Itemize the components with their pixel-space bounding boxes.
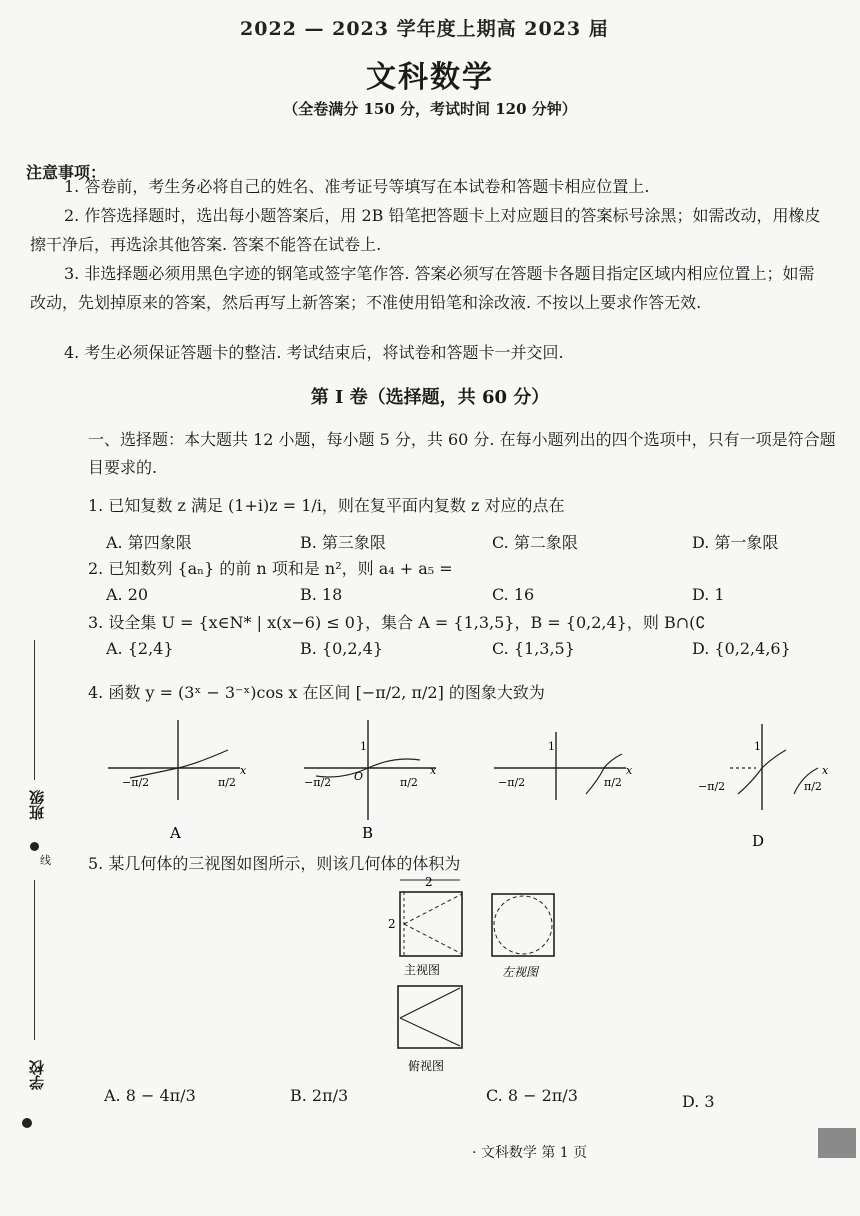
tick-pos-label: π/2	[218, 776, 236, 789]
q5-option-b: B. 2π/3	[290, 1086, 349, 1105]
tick-pos-label: π/2	[804, 780, 822, 793]
exam-year-line: 2022 — 2023 学年度上期高 2023 届	[240, 18, 609, 40]
graph-label: B	[362, 824, 374, 840]
tick-neg-label: −π/2	[498, 776, 526, 789]
note-item: 2. 作答选择题时，选出每小题答案后，用 2B 铅笔把答题卡上对应题目的答案标号涂黑；如需改动，用橡皮擦干净后，再选涂其他答案. 答案不能答在试卷上.	[30, 206, 821, 254]
note-item: 3. 非选择题必须用黑色字迹的钢笔或签字笔作答. 答案必须写在答题卡各题目指定区域内相应位置上；如需改动，先划掉原来的答案，然后再写上新答案；不准使用铅笔和涂改液. 不按以上要求作答无效.	[30, 264, 815, 312]
notes-heading: 注意事项：	[26, 163, 107, 182]
graph-label: A	[170, 824, 181, 840]
question-1-stem: 1. 已知复数 z 满足 (1+i)z = 1/i，则在复平面内复数 z 对应的点在	[88, 496, 565, 515]
binding-hole	[30, 842, 39, 851]
q3-option-b: B. {0,2,4}	[300, 639, 383, 658]
note-item: 4. 考生必须保证答题卡的整洁. 考试结束后，将试卷和答题卡一并交回.	[64, 343, 564, 362]
q1-option-c: C. 第二象限	[492, 533, 578, 552]
x-axis-label: x	[626, 764, 633, 777]
note-item: 1. 答卷前，考生务必将自己的姓名、准考证号等填写在本试卷和答题卡相应位置上.	[64, 177, 650, 196]
q1-option-b: B. 第三象限	[300, 533, 386, 552]
question-4-stem: 4. 函数 y = (3ˣ − 3⁻ˣ)cos x 在区间 [−π/2, π/2] 的图象大致为	[88, 683, 545, 702]
dim-label: 2	[388, 917, 396, 931]
q5-option-d: D. 3	[682, 1092, 715, 1111]
q2-option-c: C. 16	[492, 585, 535, 604]
graph-label: D	[752, 832, 765, 850]
one-label: 1	[754, 740, 761, 753]
section-title: 第 Ⅰ 卷（选择题，共 60 分）	[310, 387, 550, 408]
tick-neg-label: −π/2	[122, 776, 150, 789]
exam-title: 文科数学	[366, 60, 494, 95]
q1-option-d: D. 第一象限	[692, 533, 779, 552]
section-instruction: 一、选择题：本大题共 12 小题，每小题 5 分，共 60 分. 在每小题列出的四个选项中，只有一项是符合题目要求的.	[88, 430, 836, 477]
line-label: 线	[40, 854, 51, 867]
question-5-stem: 5. 某几何体的三视图如图所示，则该几何体的体积为	[88, 854, 461, 873]
q3-option-c: C. {1,3,5}	[492, 639, 575, 658]
q5-option-a: A. 8 − 4π/3	[104, 1086, 196, 1105]
graph-d	[690, 710, 840, 850]
q2-option-b: B. 18	[300, 585, 343, 604]
page-footer: · 文科数学 第 1 页	[472, 1145, 588, 1161]
left-view-label: 左视图	[502, 965, 539, 979]
x-axis-label: x	[430, 764, 437, 777]
q1-option-a: A. 第四象限	[106, 533, 192, 552]
exam-subtitle: （全卷满分 150 分，考试时间 120 分钟）	[283, 100, 577, 118]
tick-neg-label: −π/2	[304, 776, 332, 789]
q2-option-a: A. 20	[106, 585, 149, 604]
school-label: 学校	[28, 1060, 46, 1090]
one-label: 1	[548, 740, 555, 753]
scan-corner-mark	[818, 1128, 856, 1158]
binding-hole	[22, 1118, 32, 1128]
one-label: 1	[360, 740, 367, 753]
q3-option-a: A. {2,4}	[106, 639, 174, 658]
sidebar-rule	[34, 880, 35, 1040]
tick-pos-label: π/2	[400, 776, 418, 789]
x-axis-label: x	[822, 764, 829, 777]
question-2-stem: 2. 已知数列 {aₙ} 的前 n 项和是 n²，则 a₄ + a₅ =	[88, 559, 453, 578]
question-3-stem: 3. 设全集 U = {x∈N* | x(x−6) ≤ 0}，集合 A = {1,3,5}，B = {0,2,4}，则 B∩(∁	[88, 613, 706, 632]
q5-option-c: C. 8 − 2π/3	[486, 1086, 578, 1105]
x-axis-label: x	[240, 764, 247, 777]
class-label: 班级	[28, 790, 46, 820]
dim-label: 2	[425, 875, 433, 889]
top-view-label: 俯视图	[408, 1059, 445, 1073]
q3-option-d: D. {0,2,4,6}	[692, 639, 791, 658]
sidebar-rule	[34, 640, 35, 780]
origin-label: O	[354, 770, 364, 783]
front-view-label: 主视图	[404, 963, 441, 977]
tick-pos-label: π/2	[604, 776, 622, 789]
three-view-figure	[378, 874, 568, 1084]
tick-neg-label: −π/2	[698, 780, 726, 793]
graph-a	[100, 710, 260, 840]
graph-c	[486, 710, 646, 840]
q2-option-d: D. 1	[692, 585, 725, 604]
graph-b	[296, 710, 456, 840]
